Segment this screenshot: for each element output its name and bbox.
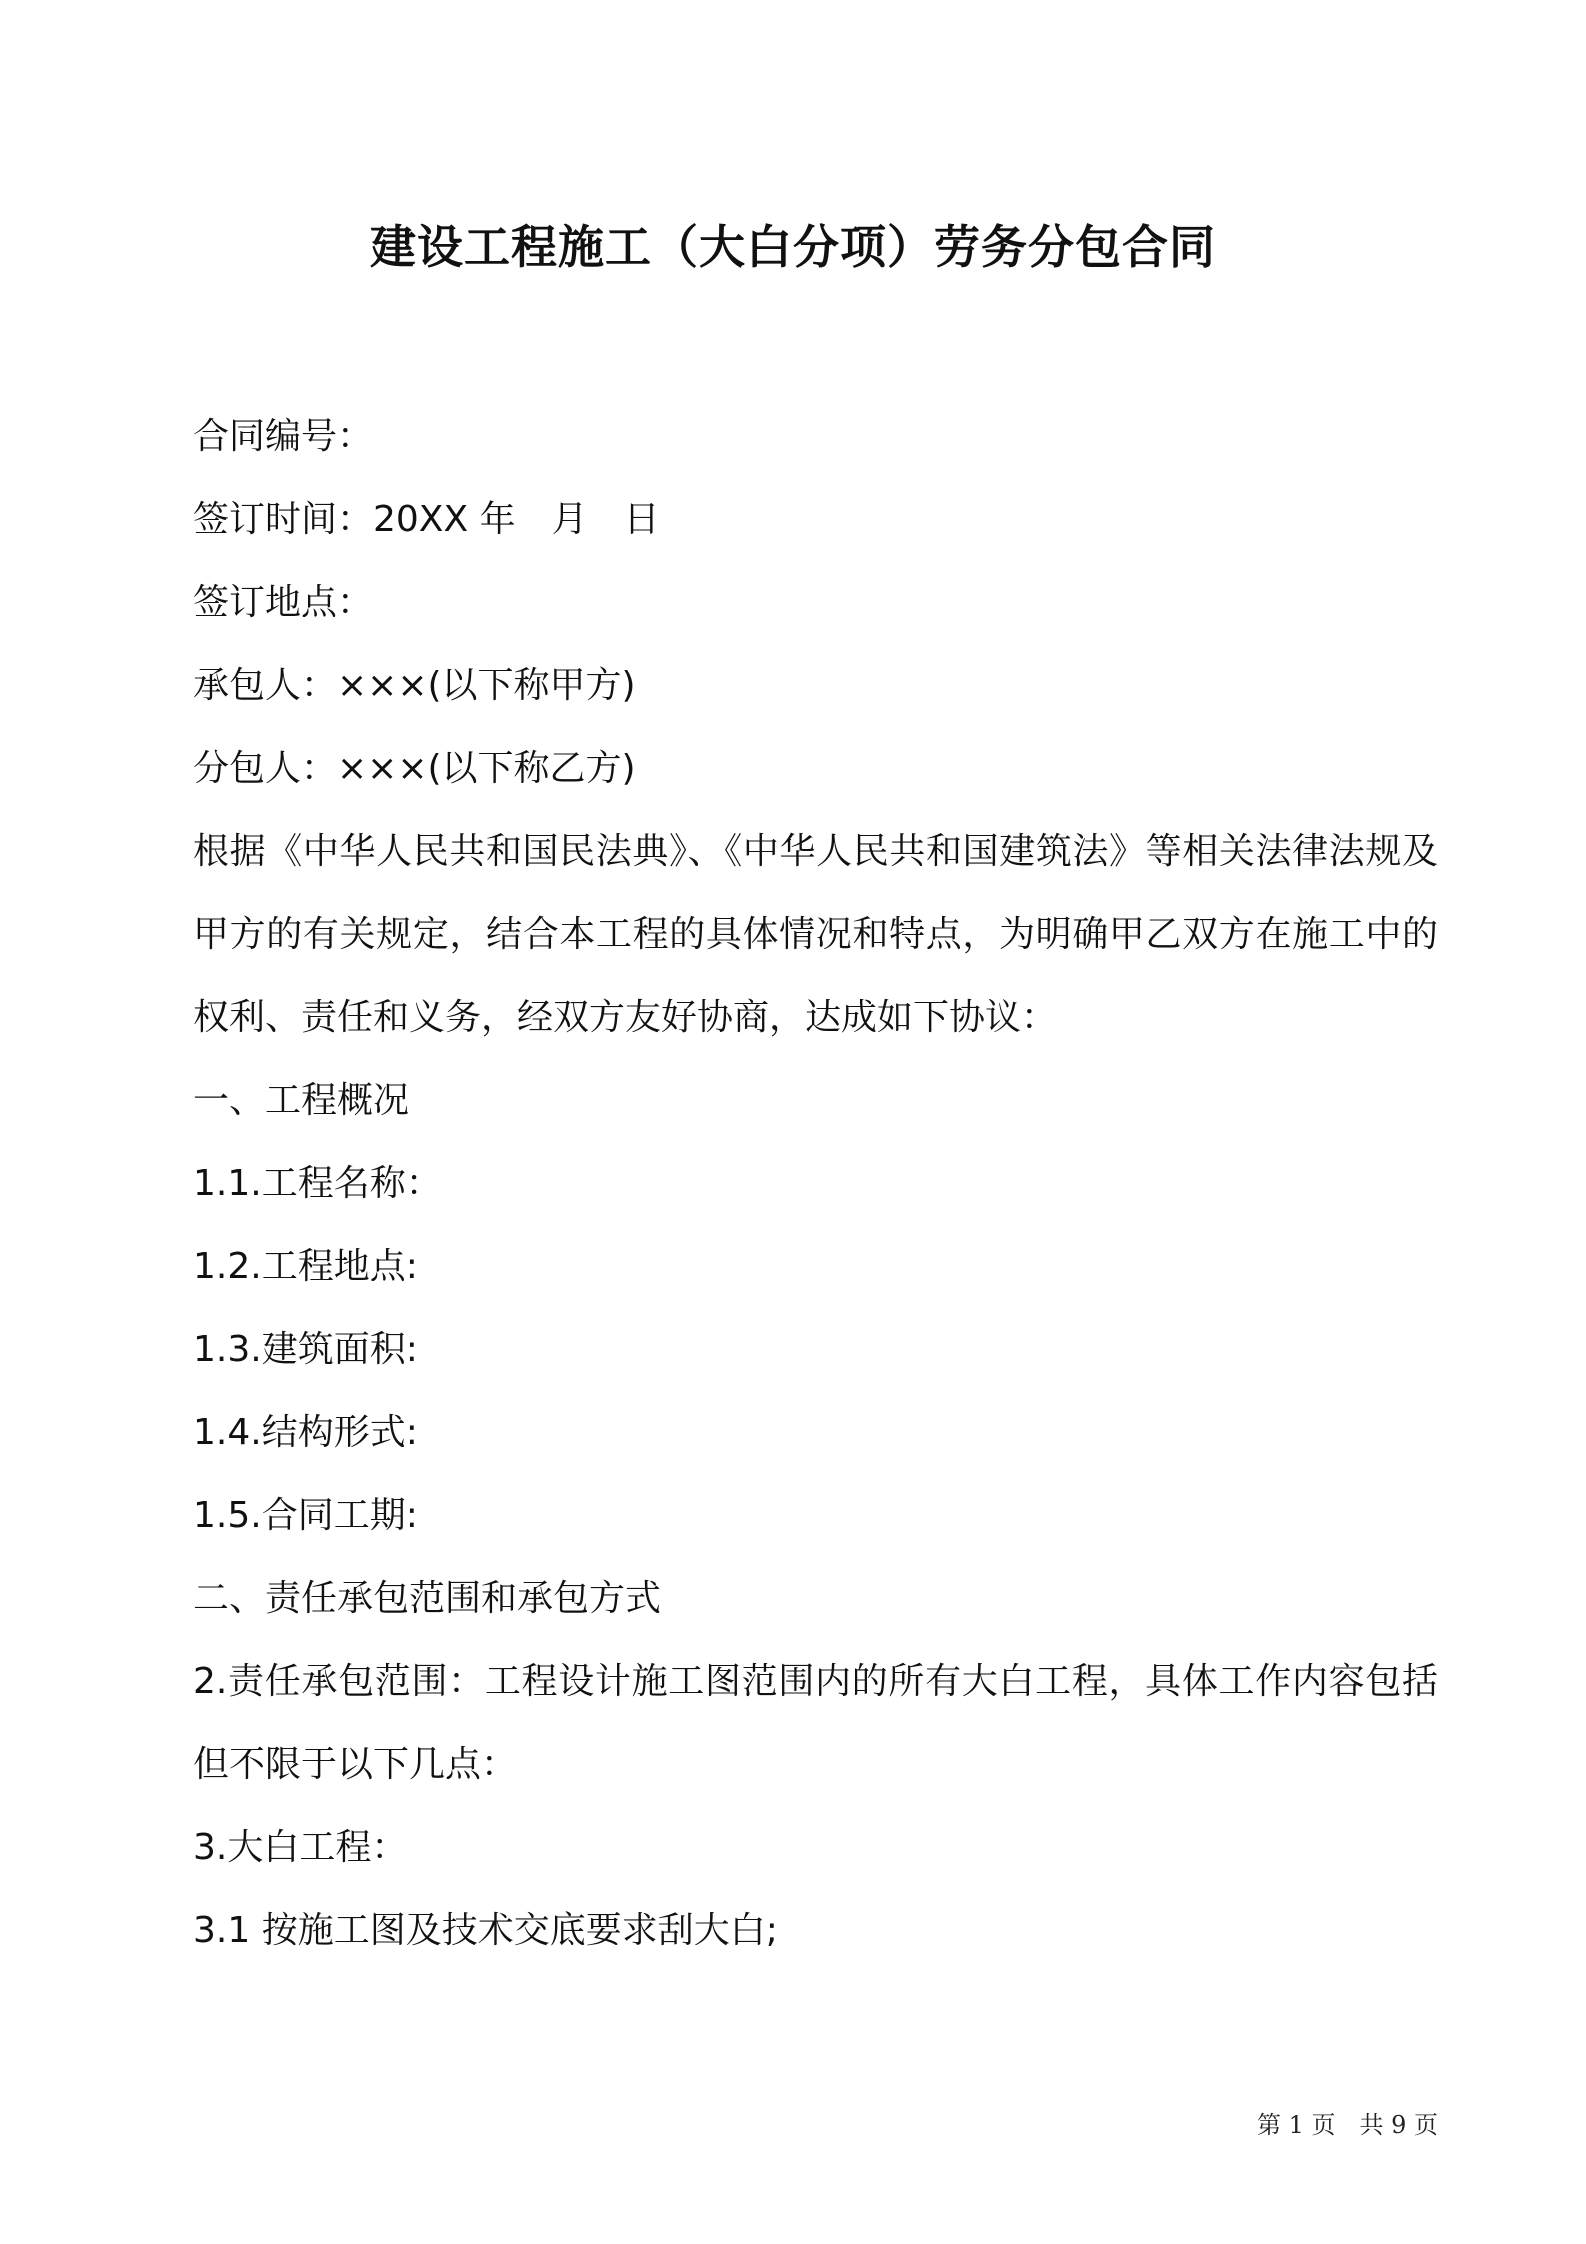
contractor-line: 承包人：×××(以下称甲方) (193, 665, 636, 706)
page-indicator: 第 1 页 共 9 页 (1256, 2111, 1438, 2139)
subcontractor-line: 分包人：×××(以下称乙方) (193, 748, 636, 789)
signing-date-line: 签订时间：20XX 年 月 日 (193, 499, 660, 540)
putty-work-item: 3.1 按施工图及技术交底要求刮大白; (193, 1910, 778, 1951)
signing-place-line: 签订地点： (193, 582, 374, 623)
section-heading-project-overview: 一、工程概况 (193, 1080, 410, 1121)
structure-type-item: 1.4.结构形式: (193, 1412, 418, 1453)
intro-paragraph: 根据《中华人民共和国民法典》、《中华人民共和国建筑法》等相关法律法规及甲方的有关规定，结合本工程的具体情况和特点，为明确甲乙双方在施工中的权利、责任和义务，经双方友好协商，达成如下协议： (193, 831, 1438, 1038)
scope-paragraph: 2.责任承包范围：工程设计施工图范围内的所有大白工程，具体工作内容包括但不限于以下几点： (193, 1661, 1438, 1785)
project-name-item: 1.1.工程名称： (193, 1163, 442, 1204)
section-heading-scope: 二、责任承包范围和承包方式 (193, 1578, 662, 1619)
section-heading-putty-work: 3.大白工程： (193, 1827, 408, 1868)
document-body (193, 395, 1438, 1972)
building-area-item: 1.3.建筑面积: (193, 1329, 418, 1370)
document-title: 建设工程施工（大白分项）劳务分包合同 (370, 220, 1216, 274)
project-location-item: 1.2.工程地点: (193, 1246, 418, 1287)
contract-number-line: 合同编号： (193, 416, 374, 457)
contract-period-item: 1.5.合同工期: (193, 1495, 418, 1536)
